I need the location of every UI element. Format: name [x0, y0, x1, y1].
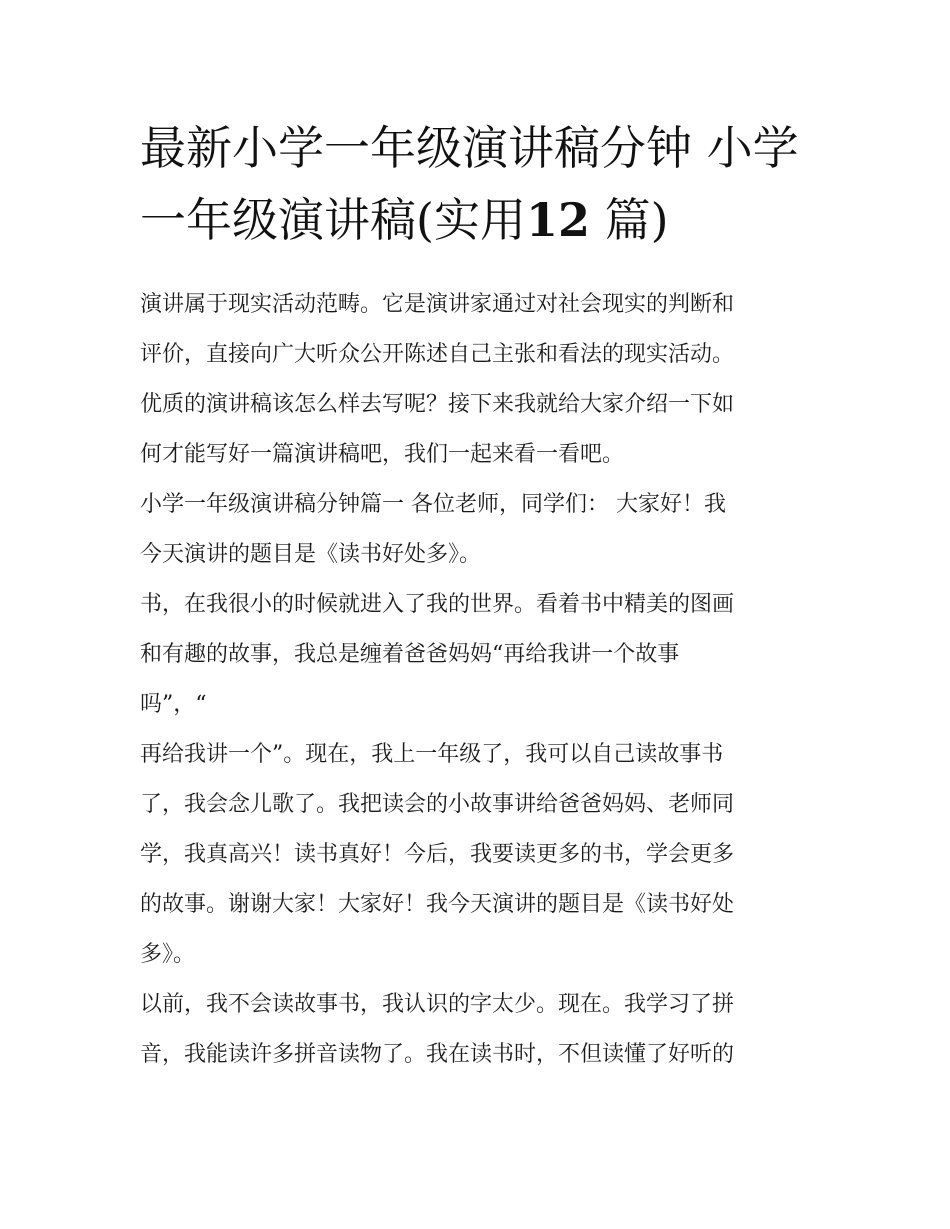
text-line: 演讲属于现实活动范畴。它是演讲家通过对社会现实的判断和: [140, 292, 735, 317]
paragraph-books: [140, 580, 820, 730]
paragraph-intro: [140, 280, 820, 480]
text-line: 优质的演讲稿该怎么样去写呢？接下来我就给大家介绍一下如: [140, 392, 735, 417]
title-number: 12: [525, 193, 590, 247]
title-text: 最新小学一年级演讲稿分钟 小学一年级演讲稿(实用: [140, 121, 799, 247]
text-line: 何才能写好一篇演讲稿吧，我们一起来看一看吧。: [140, 442, 625, 467]
text-line: 了，我会念儿歌了。我把读会的小故事讲给爸爸妈妈、老师同: [140, 792, 735, 817]
text-line: 评价，直接向广大听众公开陈述自己主张和看法的现实活动。: [140, 342, 735, 367]
paragraph-speech-opening: [140, 480, 820, 580]
text-line: 音，我能读许多拼音读物了。我在读书时，不但读懂了好听的: [140, 1042, 735, 1067]
paragraph-pinyin: [140, 980, 820, 1080]
text-line: 和有趣的故事，我总是缠着爸爸妈妈“再给我讲一个故事: [140, 642, 680, 667]
text-line: 的故事。谢谢大家！大家好！我今天演讲的题目是《读书好处: [140, 892, 735, 917]
text-line: 多》。: [140, 942, 196, 967]
text-line: 吗”，“: [140, 692, 207, 717]
text-line: 学，我真高兴！读书真好！今后，我要读更多的书，学会更多: [140, 842, 735, 867]
text-line: 再给我讲一个”。现在，我上一年级了，我可以自己读故事书: [140, 742, 724, 767]
paragraph-first-grade: [140, 730, 820, 980]
text-line: 今天演讲的题目是《读书好处多》。: [140, 542, 482, 567]
text-line: 小学一年级演讲稿分钟篇一 各位老师，同学们： 大家好！我: [140, 492, 726, 517]
text-line: 以前，我不会读故事书，我认识的字太少。现在。我学习了拼: [140, 992, 735, 1017]
title-suffix: 篇): [604, 193, 669, 247]
document-body: [140, 280, 820, 1080]
text-line: 书，在我很小的时候就进入了我的世界。看着书中精美的图画: [140, 592, 735, 617]
document-title: [140, 112, 830, 256]
